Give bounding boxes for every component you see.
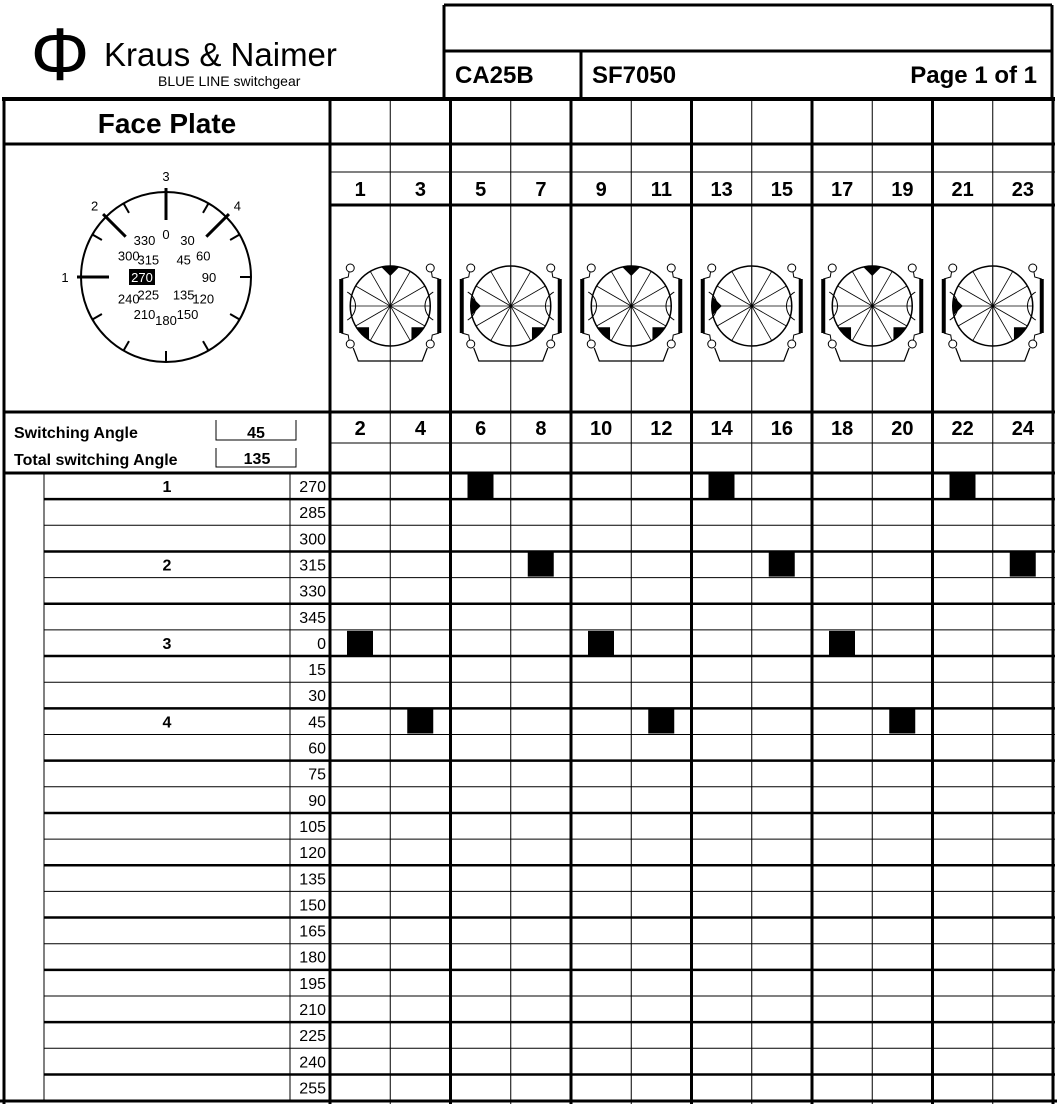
terminal-bottom-label: 22 bbox=[951, 418, 974, 440]
contact-cam bbox=[944, 264, 1042, 361]
terminal-bottom-label: 16 bbox=[770, 418, 793, 440]
table-row bbox=[44, 970, 1055, 996]
dial-tick bbox=[92, 235, 102, 241]
closed-contact-mark bbox=[769, 552, 795, 576]
dial-tick bbox=[124, 341, 130, 351]
table-row bbox=[44, 682, 1055, 708]
dial-tick bbox=[92, 314, 102, 320]
position-angle: 210 bbox=[299, 1002, 326, 1019]
terminal-bottom-label: 14 bbox=[710, 418, 733, 440]
table-row bbox=[44, 1022, 1055, 1048]
position-angle: 135 bbox=[299, 871, 326, 889]
cam-notch bbox=[597, 327, 610, 340]
table-row bbox=[44, 865, 1055, 891]
closed-contact-mark bbox=[648, 709, 674, 733]
closed-contact-mark bbox=[407, 709, 433, 733]
position-angle: 255 bbox=[299, 1080, 326, 1098]
table-row bbox=[44, 918, 1055, 944]
terminal-top-label: 19 bbox=[891, 179, 914, 201]
table-row bbox=[44, 813, 1055, 839]
position-label: 4 bbox=[162, 714, 172, 732]
position-angle: 300 bbox=[299, 531, 326, 549]
terminal-bottom-label: 24 bbox=[1011, 418, 1034, 440]
position-angle: 0 bbox=[317, 635, 326, 653]
total-switching-angle-label: Total switching Angle bbox=[14, 452, 178, 469]
logo bbox=[30, 13, 336, 96]
dial-angle-label: 150 bbox=[176, 307, 199, 323]
terminal-bottom-label: 2 bbox=[354, 418, 366, 440]
cam-notch bbox=[356, 327, 369, 340]
table-row bbox=[44, 499, 1055, 525]
dial-angle-label: 225 bbox=[137, 287, 160, 303]
dial-angle-label: 120 bbox=[192, 291, 215, 307]
position-pointer bbox=[103, 214, 126, 237]
table-row bbox=[44, 839, 1055, 865]
table-row bbox=[44, 944, 1055, 970]
dial-angle-label: 30 bbox=[180, 232, 195, 248]
position-label: 1 bbox=[162, 479, 172, 496]
contact-cam bbox=[341, 264, 439, 361]
brand-name: Kraus & Naimer bbox=[104, 36, 337, 73]
position-angle: 270 bbox=[299, 479, 326, 496]
dial-position-label: 2 bbox=[90, 198, 99, 214]
position-angle: 150 bbox=[299, 897, 326, 915]
position-angle: 75 bbox=[308, 766, 326, 784]
table-row bbox=[44, 996, 1055, 1022]
contact-grid-lines bbox=[330, 99, 1055, 1104]
cam-notch bbox=[411, 327, 424, 340]
dial-highlighted-angle: 270 bbox=[131, 270, 153, 285]
table-row bbox=[44, 578, 1055, 604]
terminal-top-label: 15 bbox=[770, 179, 793, 201]
closed-contact-mark bbox=[1010, 552, 1036, 576]
terminal-bottom-label: 8 bbox=[535, 418, 547, 440]
page-indicator: Page 1 of 1 bbox=[910, 62, 1037, 89]
table-row bbox=[44, 525, 1055, 551]
closed-contact-mark bbox=[709, 474, 735, 498]
switching-angle-value: 45 bbox=[247, 425, 265, 442]
position-angle: 45 bbox=[308, 714, 326, 732]
dial-position-label: 3 bbox=[162, 169, 170, 184]
cam-notch bbox=[893, 327, 906, 340]
position-angle: 225 bbox=[299, 1028, 326, 1046]
dial-position-label: 1 bbox=[61, 270, 69, 285]
closed-contact-mark bbox=[829, 631, 855, 655]
terminal-top-label: 11 bbox=[650, 179, 672, 201]
position-angle: 285 bbox=[299, 505, 326, 523]
table-row bbox=[44, 604, 1055, 630]
contact-cam bbox=[823, 264, 921, 361]
terminal-bottom-label: 6 bbox=[475, 418, 487, 440]
position-label: 2 bbox=[162, 557, 172, 575]
position-angle: 165 bbox=[299, 923, 326, 941]
table-row bbox=[44, 735, 1055, 761]
position-angle: 90 bbox=[308, 792, 326, 810]
position-angle: 345 bbox=[299, 609, 326, 627]
terminal-top-label: 23 bbox=[1011, 179, 1034, 201]
position-label: 3 bbox=[162, 635, 172, 653]
dial-tick bbox=[203, 203, 209, 213]
closed-contact-mark bbox=[950, 474, 976, 498]
cam-notch bbox=[532, 327, 545, 340]
program-number: SF7050 bbox=[592, 62, 677, 89]
logo-symbol-icon: Φ bbox=[30, 13, 90, 96]
cam-notch bbox=[622, 266, 640, 276]
dial-angle-label: 135 bbox=[172, 287, 195, 303]
contact-cam bbox=[462, 264, 560, 361]
cam-notch bbox=[863, 266, 881, 276]
cam-notch bbox=[381, 266, 399, 276]
table-row bbox=[44, 787, 1055, 813]
dial-angle-label: 315 bbox=[137, 252, 160, 268]
terminal-top-label: 17 bbox=[831, 179, 854, 201]
closed-contact-mark bbox=[588, 631, 614, 655]
dial-angle-label: 330 bbox=[133, 232, 156, 248]
contact-cam bbox=[703, 264, 801, 361]
closed-contact-mark bbox=[347, 631, 373, 655]
terminal-top-label: 9 bbox=[595, 179, 607, 201]
dial-angle-label: 240 bbox=[117, 291, 140, 307]
face-plate-dial bbox=[61, 169, 251, 362]
terminal-top-label: 21 bbox=[951, 179, 974, 201]
model-number: CA25B bbox=[455, 62, 534, 89]
contact-cam bbox=[582, 264, 680, 361]
total-switching-angle-value: 135 bbox=[243, 451, 271, 468]
position-angle: 15 bbox=[308, 662, 326, 680]
table-row bbox=[44, 761, 1055, 787]
position-angle: 240 bbox=[299, 1054, 326, 1072]
position-angle: 105 bbox=[299, 818, 326, 836]
closed-contact-mark bbox=[528, 552, 554, 576]
cam-notch bbox=[838, 327, 851, 340]
closed-contact-mark bbox=[889, 709, 915, 733]
table-row bbox=[44, 891, 1055, 917]
position-angle: 180 bbox=[299, 949, 326, 967]
brand-tagline: BLUE LINE switchgear bbox=[158, 73, 301, 89]
terminal-top-label: 3 bbox=[414, 179, 426, 201]
position-angle: 330 bbox=[299, 583, 326, 601]
position-angle: 120 bbox=[299, 845, 326, 863]
table-row bbox=[44, 1048, 1055, 1074]
dial-angle-label: 0 bbox=[162, 227, 170, 242]
dial-angle-label: 210 bbox=[133, 307, 156, 323]
dial-angle-label: 45 bbox=[176, 252, 191, 268]
dial-tick bbox=[124, 203, 130, 213]
dial-angle-label: 60 bbox=[196, 248, 211, 264]
terminal-top-label: 1 bbox=[354, 179, 366, 201]
terminal-top-label: 13 bbox=[710, 179, 733, 201]
dial-angle-label: 300 bbox=[117, 248, 140, 264]
table-row bbox=[44, 630, 1055, 656]
terminal-top-label: 5 bbox=[475, 179, 487, 201]
position-angle: 315 bbox=[299, 557, 326, 575]
dial-tick bbox=[230, 314, 240, 320]
position-angle: 30 bbox=[308, 688, 326, 706]
cam-notch bbox=[1014, 327, 1027, 340]
dial-tick bbox=[230, 235, 240, 241]
position-pointer bbox=[206, 214, 229, 237]
terminal-bottom-label: 10 bbox=[590, 418, 613, 440]
closed-contact-mark bbox=[468, 474, 494, 498]
terminal-top-label: 7 bbox=[535, 179, 547, 201]
cam-notch bbox=[652, 327, 665, 340]
terminal-bottom-label: 4 bbox=[414, 418, 426, 440]
position-angle: 195 bbox=[299, 975, 326, 993]
face-plate-title: Face Plate bbox=[97, 108, 237, 139]
table-row bbox=[44, 1074, 1055, 1100]
dial-angle-label: 90 bbox=[201, 270, 217, 285]
terminal-bottom-label: 20 bbox=[891, 418, 914, 440]
position-angle: 60 bbox=[308, 740, 326, 758]
main-frame bbox=[0, 99, 1057, 1104]
dial-tick bbox=[203, 341, 209, 351]
terminal-bottom-label: 12 bbox=[650, 418, 673, 440]
terminal-bottom-label: 18 bbox=[831, 418, 854, 440]
dial-position-label: 4 bbox=[233, 198, 242, 214]
table-row bbox=[163, 473, 327, 499]
dial-angle-label: 180 bbox=[155, 313, 177, 328]
switching-angle-label: Switching Angle bbox=[14, 425, 138, 442]
table-row bbox=[44, 656, 1055, 682]
